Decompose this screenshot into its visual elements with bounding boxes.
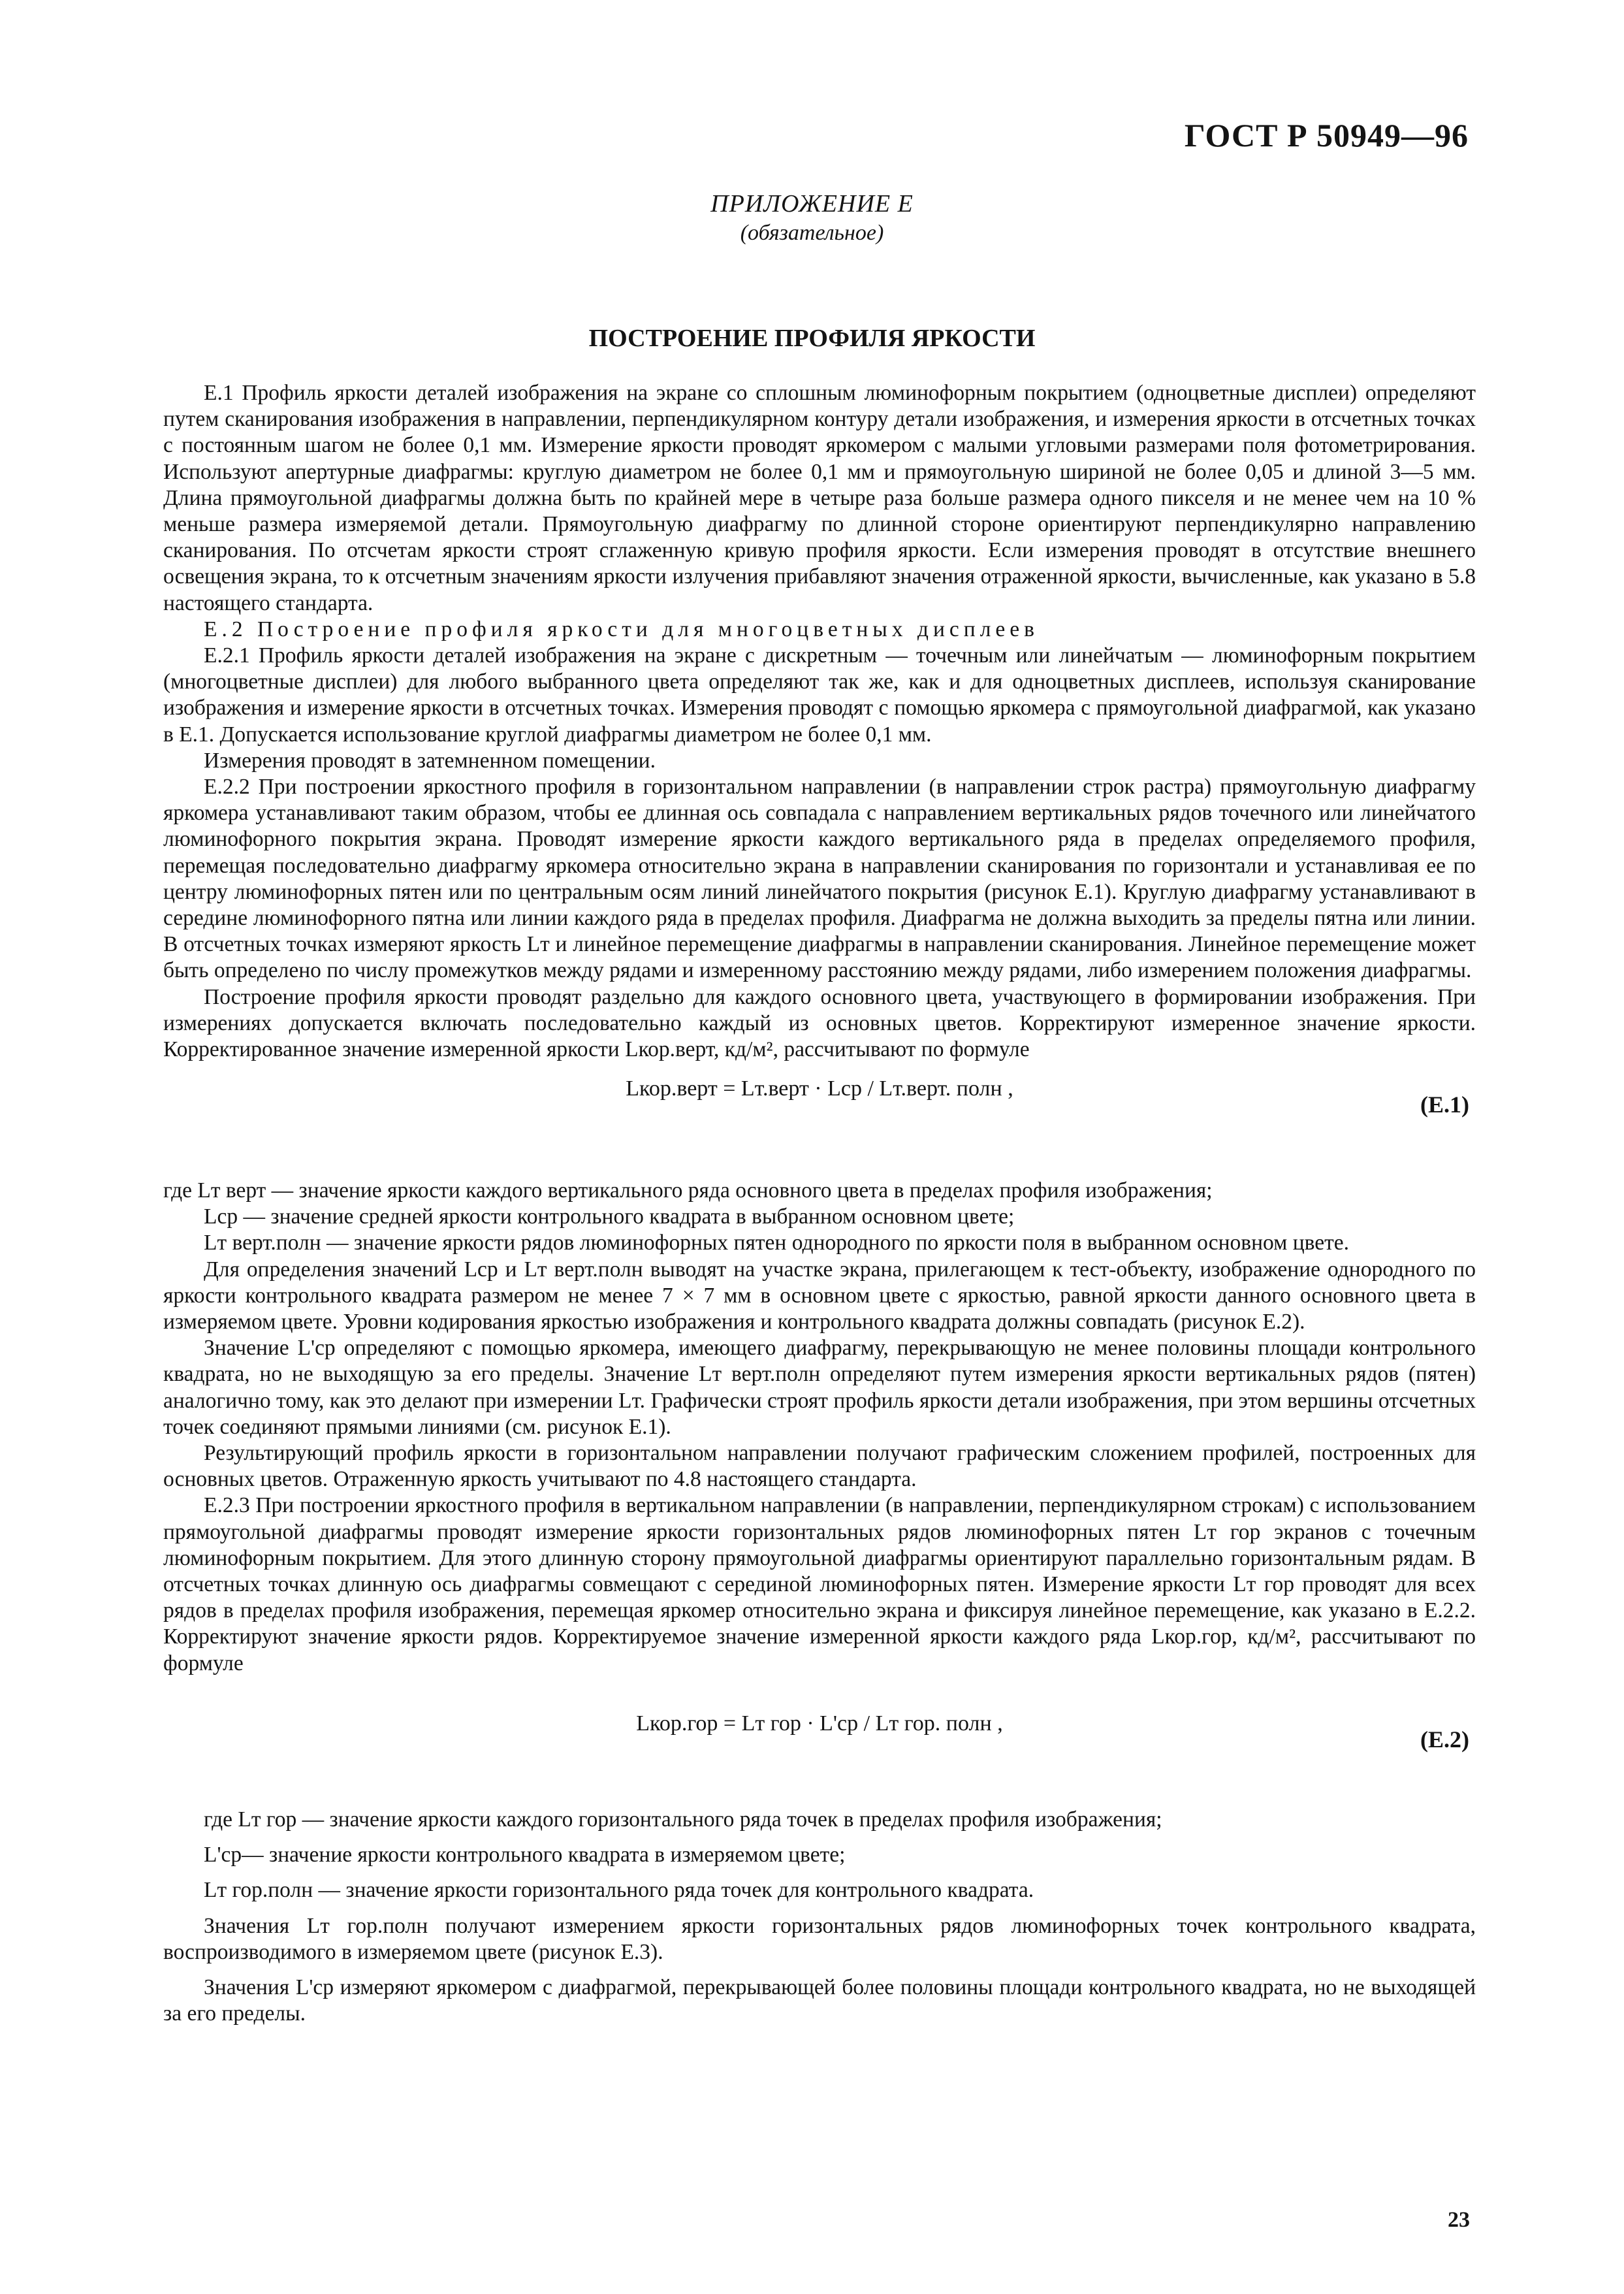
paragraph-resulting-profile: Результирующий профиль яркости в горизонтальном направлении получают графическим сложением профилей, построенных для основных цветов. Отраженную яркость учитывают по 4.8 настоящего стандарта. — [163, 1441, 1476, 1492]
paragraph-e21: Е.2.1 Профиль яркости деталей изображения на экране с дискретным — точечным или линейчатым — люминофорным покрытием (многоцветные дисплеи) для любого выбранного цвета определяют так же, как и для одноцветных дисплеев, используя сканирование изображения и измерение яркости в отсчетных точках. Измерения проводят с помощью яркомера с прямоугольной диафрагмой, как указано в Е.1. Допускается использование круглой диафрагмы диаметром не более 0,1 мм. — [163, 643, 1476, 747]
body-text-part-1 — [163, 380, 1476, 1063]
formula-e2 — [163, 1711, 1476, 1764]
formula-e2-expression: Lкор.гор = Lт гор · L'ср / Lт гор. полн , — [636, 1711, 1003, 1736]
where-clause-6: Lт гор.полн — значение яркости горизонтального ряда точек для контрольного квадрата. — [204, 1878, 1034, 1903]
paragraph-profile-build: Построение профиля яркости проводят раздельно для каждого основного цвета, участвующего в формировании изображения. При измерениях допускается включать последовательно каждый из основных цветов. Корректируют измеренное значение яркости. Корректированное значение измеренной яркости Lкор.верт, кд/м², рассчитывают по формуле — [163, 984, 1476, 1062]
where-clause-5: L'ср— значение яркости контрольного квадрата в измеряемом цвете; — [204, 1843, 846, 1867]
paragraph-horizontal-values: Значения Lт гор.полн получают измерением яркости горизонтальных рядов люминофорных точек контрольного квадрата, воспроизводимого в измеряемом цвете (рисунок Е.3). — [163, 1913, 1476, 1964]
formula-e1-number: (Е.1) — [1420, 1091, 1469, 1118]
paragraph-lcp-value: Значение L'ср определяют с помощью яркомера, имеющего диафрагму, перекрывающую не менее половины площади контрольного квадрата, но не выходящую за его пределы. Значение Lт верт.полн определяют путем измерения яркости вертикальных рядов (пятен) аналогично тому, как это делают при измерении Lт. Графически строят профиль яркости детали изображения, при этом вершины отсчетных точек соединяют прямыми линиями (см. рисунок Е.1). — [163, 1336, 1476, 1439]
appendix-heading — [0, 189, 1624, 246]
formula-e1 — [163, 1076, 1476, 1129]
paragraph-control-square: Для определения значений Lср и Lт верт.полн выводят на участке экрана, прилегающем к тест-объекту, изображение однородного по яркости контрольного квадрата размером не менее 7 × 7 мм в основном цвете с яркостью, равной яркости данного основного цвета в измеряемом цвете. Уровни кодирования яркостью изображения и контрольного квадрата должны совпадать (рисунок Е.2). — [163, 1257, 1476, 1334]
where-clause-2: Lср — значение средней яркости контрольного квадрата в выбранном основном цвете; — [204, 1204, 1015, 1229]
appendix-title: ПРИЛОЖЕНИЕ Е — [710, 190, 914, 218]
paragraph-e1: Е.1 Профиль яркости деталей изображения на экране со сплошным люминофорным покрытием (одноцветные дисплеи) определяют путем сканирования изображения в направлении, перпендикулярном контуру детали изображения, и измерения яркости в отсчетных точках с постоянным шагом не более 0,1 мм. Измерение яркости проводят яркомером с малыми угловыми размерами поля фотометрирования. Используют апертурные диафрагмы: круглую диаметром не более 0,1 мм и прямоугольную шириной не более 0,05 и длиной 3—5 мм. Длина прямоугольной диафрагмы должна быть по крайней мере в четыре раза больше размера одного пикселя и не менее чем на 10 % меньше размера измеряемой детали. Прямоугольную диафрагму по длинной стороне ориентируют перпендикулярно направлению сканирования. По отсчетам яркости строят сглаженную кривую профиля яркости. Если измерения проводят в отсутствие внешнего освещения экрана, то к отсчетным значениям яркости излучения прибавляют значения отраженной яркости, вычисленные, как указано в 5.8 настоящего стандарта. — [163, 381, 1476, 615]
where-clause-3: Lт верт.полн — значение яркости рядов люминофорных пятен однородного по яркости поля в выбранном основном цвете. — [204, 1231, 1350, 1255]
section-title: ПОСТРОЕНИЕ ПРОФИЛЯ ЯРКОСТИ — [588, 325, 1036, 352]
where-clause-4: где Lт гор — значение яркости каждого горизонтального ряда точек в пределах профиля изображения; — [204, 1807, 1162, 1832]
where-clause-1: где Lт верт — значение яркости каждого вертикального ряда основного цвета в пределах профиля изображения; — [163, 1178, 1213, 1203]
page-number: 23 — [1448, 2208, 1470, 2232]
subsection-heading-e2: Е.2 Построение профиля яркости для многоцветных дисплеев — [204, 617, 1039, 641]
body-text-part-2 — [163, 1178, 1476, 1677]
paragraph-e23: Е.2.3 При построении яркостного профиля в вертикальном направлении (в направлении, перпендикулярном строкам) с использованием прямоугольной диафрагмы проводят измерение яркости горизонтальных рядов люминофорных пятен Lт гор экранов с точечным люминофорным покрытием. Для этого длинную сторону прямоугольной диафрагмы ориентируют параллельно горизонтальным рядам. В отсчетных точках длинную ось диафрагмы совмещают с серединой люминофорных пятен. Измерение яркости Lт гор проводят для всех рядов в пределах профиля изображения, перемещая яркомер относительно экрана и фиксируя линейное перемещение, как указано в Е.2.2. Корректируют значение яркости рядов. Корректируемое значение измеренной яркости каждого ряда Lкор.гор, кд/м², рассчитывают по формуле — [163, 1493, 1476, 1675]
paragraph-lcp-measure: Значения L'ср измеряют яркомером с диафрагмой, перекрывающей более половины площади контрольного квадрата, но не выходящей за его пределы. — [163, 1975, 1476, 2026]
paragraph-dark-room: Измерения проводят в затемненном помещении. — [204, 748, 656, 773]
paragraph-e22: Е.2.2 При построении яркостного профиля в горизонтальном направлении (в направлении строк растра) прямоугольную диафрагму яркомера устанавливают таким образом, чтобы ее длинная ось совпадала с направлением вертикальных рядов точечного или линейчатого люминофорного покрытия экрана. Проводят измерение яркости каждого вертикального ряда в пределах определяемого профиля, перемещая последовательно диафрагму яркомера относительно экрана в направлении сканирования по горизонтали и устанавливая ее по центру люминофорных пятен или по центральным осям линий линейчатого покрытия (рисунок Е.1). Круглую диафрагму устанавливают в середине люминофорного пятна или линии каждого ряда в пределах профиля. Диафрагма не должна выходить за пределы пятна или линии. В отсчетных точках измеряют яркость Lт и линейное перемещение диафрагмы в направлении сканирования. Линейное перемещение может быть определено по числу промежутков между рядами и измеренному расстоянию между рядами, либо измерением положения диафрагмы. — [163, 775, 1476, 983]
appendix-note: (обязательное) — [740, 221, 884, 245]
body-text-part-3 — [163, 1807, 1476, 2036]
formula-e1-expression: Lкор.верт = Lт.верт · Lср / Lт.верт. полн , — [626, 1076, 1013, 1101]
formula-e2-number: (Е.2) — [1420, 1726, 1469, 1753]
standard-header: ГОСТ Р 50949—96 — [1184, 117, 1469, 153]
